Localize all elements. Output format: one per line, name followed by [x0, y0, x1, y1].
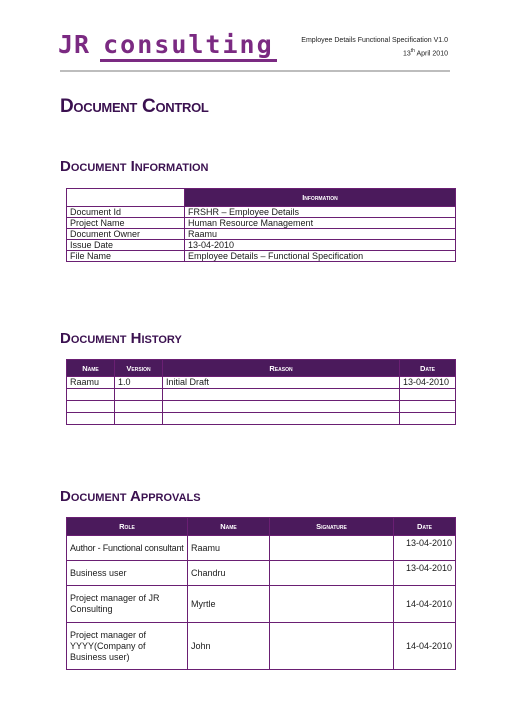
- approval-signature: [270, 623, 394, 670]
- logo-wordmark: consulting: [100, 30, 277, 62]
- table-row: [67, 240, 456, 251]
- table-row: [67, 251, 456, 262]
- column-header-reason: Reason: [163, 360, 400, 377]
- history-reason: Initial Draft: [163, 377, 400, 389]
- header-doc-title: Employee Details Functional Specification V1.0: [301, 37, 448, 44]
- info-label: Document Id: [67, 207, 185, 218]
- approval-role: Project manager of JR Consulting: [67, 586, 188, 623]
- column-header-role: Role: [67, 518, 188, 536]
- table-row: [67, 561, 456, 586]
- approval-name: John: [188, 623, 270, 670]
- document-history-table: [66, 359, 456, 425]
- approval-date: 14-04-2010: [394, 623, 456, 670]
- column-header-name: Name: [67, 360, 115, 377]
- table-row: [67, 413, 456, 425]
- info-label: File Name: [67, 251, 185, 262]
- approval-date: 14-04-2010: [394, 586, 456, 623]
- approval-role: Project manager of YYYY(Company of Business user): [67, 623, 188, 670]
- table-row: [67, 207, 456, 218]
- approval-date: 13-04-2010: [394, 536, 456, 561]
- table-header-row: [67, 189, 456, 207]
- table-row: [67, 536, 456, 561]
- history-name: Raamu: [67, 377, 115, 389]
- column-header-date: Date: [400, 360, 456, 377]
- info-label: Project Name: [67, 218, 185, 229]
- page-title: Document Control: [60, 96, 209, 117]
- table-row: [67, 229, 456, 240]
- section-heading-approvals: Document Approvals: [60, 488, 201, 505]
- info-value: Employee Details – Functional Specification: [185, 251, 456, 262]
- info-value: Raamu: [185, 229, 456, 240]
- table-row: [67, 377, 456, 389]
- header-doc-date: 13th April 2010: [402, 48, 448, 58]
- table-header-information: Information: [185, 189, 456, 207]
- table-row: [67, 586, 456, 623]
- approval-name: Chandru: [188, 561, 270, 586]
- table-header-blank: [67, 189, 185, 207]
- approval-name: Raamu: [188, 536, 270, 561]
- column-header-version: Version: [115, 360, 163, 377]
- table-header-row: [67, 518, 456, 536]
- approval-signature: [270, 561, 394, 586]
- section-heading-history: Document History: [60, 330, 182, 347]
- header-doc-info: [301, 36, 448, 59]
- approval-signature: [270, 536, 394, 561]
- column-header-date: Date: [394, 518, 456, 536]
- approval-name: Myrtle: [188, 586, 270, 623]
- info-label: Issue Date: [67, 240, 185, 251]
- info-value: Human Resource Management: [185, 218, 456, 229]
- table-row: [67, 623, 456, 670]
- table-row: [67, 389, 456, 401]
- company-logo: [58, 30, 277, 62]
- approval-role: Business user: [67, 561, 188, 586]
- document-information-table: [66, 188, 456, 262]
- history-version: 1.0: [115, 377, 163, 389]
- logo-initials: JR: [58, 30, 91, 59]
- header-divider: [60, 70, 450, 72]
- table-header-row: [67, 360, 456, 377]
- column-header-signature: Signature: [270, 518, 394, 536]
- info-label: Document Owner: [67, 229, 185, 240]
- table-row: [67, 401, 456, 413]
- history-date: 13-04-2010: [400, 377, 456, 389]
- approval-signature: [270, 586, 394, 623]
- approval-date: 13-04-2010: [394, 561, 456, 586]
- table-row: [67, 218, 456, 229]
- section-heading-information: Document Information: [60, 158, 209, 175]
- approval-role: Author - Functional consultant: [67, 536, 188, 561]
- info-value: 13-04-2010: [185, 240, 456, 251]
- column-header-name: Name: [188, 518, 270, 536]
- document-approvals-table: [66, 517, 456, 670]
- info-value: FRSHR – Employee Details: [185, 207, 456, 218]
